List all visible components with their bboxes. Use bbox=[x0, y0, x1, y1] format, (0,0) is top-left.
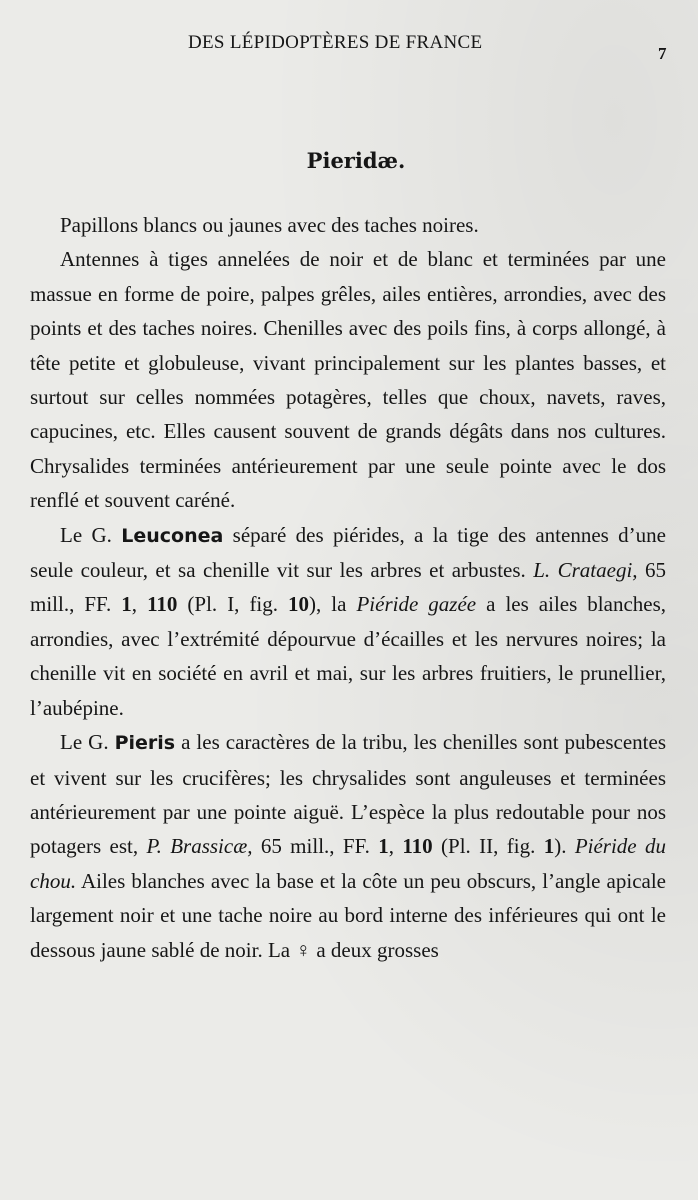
pieris-text-1: a les caractères de la tribu, les chenilles sont pubescentes et vivent sur les crucifères; les chrysalides sont anguleuses et terminées antérieurement par une pointe aiguë. L’espèce la plus redoutable pour nos potagers est, bbox=[30, 730, 666, 859]
pieris-lead: Le G. bbox=[60, 730, 109, 755]
paragraph-intro: Papillons blancs ou jaunes avec des taches noires. bbox=[60, 213, 479, 237]
paragraph-pieris bbox=[30, 725, 666, 967]
species-crataegi: L. Crataegi, bbox=[533, 558, 638, 583]
pieris-text-5: ). bbox=[554, 834, 575, 859]
leuconea-text-3: , bbox=[131, 592, 148, 617]
pieris-ref-2: 110 bbox=[402, 834, 433, 859]
leuconea-fig-number: 10 bbox=[288, 592, 310, 617]
paragraph-description: Antennes à tiges annelées de noir et de blanc et terminées par une massue en forme de poire, palpes grêles, ailes entières, arrondies, avec des points et des taches noires. Chenilles avec des poils fins, à corps allongé, à tête petite et globuleuse, vivant principalement sur les plantes basses, et surtout sur celles nommées potagères, telles que choux, navets, raves, capucines, etc. Elles causent souvent de grands dégâts dans nos cultures. Chrysalides terminées antérieurement par une seule pointe avec le dos renflé et souvent caréné. bbox=[30, 247, 666, 513]
pieris-text-4: (Pl. II, fig. bbox=[432, 834, 544, 859]
pieris-fig-number: 1 bbox=[543, 834, 555, 859]
leuconea-text-2: 65 mill., FF. bbox=[30, 558, 666, 617]
leuconea-text-6: a les ailes blanches, arrondies, avec l’extrémité dépourvue d’écailles et les nervures noires; la chenille vit en société en avril et mai, sur les arbres fruitiers, le prunellier, l’aubépine. bbox=[30, 592, 667, 720]
pieris-text-3: , bbox=[388, 834, 403, 859]
pieris-text-6: Ailes blanches avec la base et la côte un peu obscurs, l’angle apicale largement noir et une tache noire au bord interne des inférieures qui ont le dessous jaune sablé de noir. La ♀ a deux grosses bbox=[30, 868, 666, 962]
leuconea-text-1: séparé des piérides, a la tige des antennes d’une seule couleur, et sa chenille vit sur les arbres et arbustes. bbox=[30, 522, 666, 583]
pieris-text-2: 65 mill., FF. bbox=[252, 834, 379, 859]
pieris-ref-1: 1 bbox=[378, 834, 389, 859]
leuconea-text-4: (Pl. I, fig. bbox=[177, 592, 289, 617]
leuconea-lead: Le G. bbox=[60, 522, 112, 547]
body-text bbox=[30, 208, 666, 967]
leuconea-ref-2: 110 bbox=[147, 592, 178, 617]
paragraph-leuconea bbox=[30, 518, 666, 725]
common-name-chou: Piéride du chou. bbox=[30, 834, 666, 893]
leuconea-text-5: ), la bbox=[309, 592, 357, 617]
common-name-gazee: Piéride gazée bbox=[356, 592, 477, 617]
page-number: 7 bbox=[658, 44, 667, 63]
genus-leuconea: Leuconea bbox=[121, 524, 224, 547]
species-brassicae: P. Brassicæ, bbox=[146, 834, 253, 859]
leuconea-ref-1: 1 bbox=[121, 592, 132, 617]
section-title: Pieridæ. bbox=[306, 148, 406, 173]
running-title: DES LÉPIDOPTÈRES DE FRANCE bbox=[188, 32, 483, 53]
genus-pieris: Pieris bbox=[114, 732, 176, 755]
page-header bbox=[0, 32, 698, 62]
